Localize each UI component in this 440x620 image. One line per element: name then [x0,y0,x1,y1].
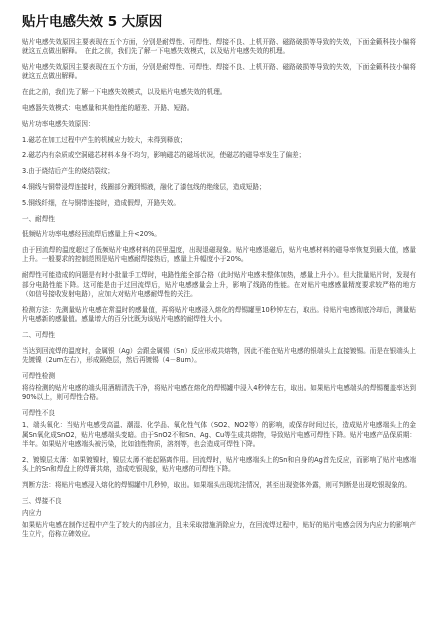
paragraph-batch-issues: 耐焊性可能造成的问题是有时小批量手工焊时，电路性能全部合格（此时贴片电感未整体加热，感量上升小）。但大批量贴片时，发现有部分电路性能下降。这可能是由于过回流焊后，贴片电感感量会上升，影响了线路的性能。在对贴片电感感量精度要求较严格的地方（如信号接收发射电路），应加大对贴片电感耐焊性的关注。 [22,271,416,298]
paragraph-preface: 在此之前，我们先了解一下电感失效模式，以及贴片电感失效的机理。 [22,88,227,97]
paragraph-nickel-plating: 当达到回流焊的温度时，金属银（Ag）会跟金属锡（Sn）反应形成共熔物，因此不能在贴片电感的银端头上直接镀锡。而是在银端头上先镀镍（2um左右），形成隔绝层，然后再镀锡（4－8um）。 [22,346,416,364]
subheading-poor-solderability: 可焊性不良 [22,409,55,418]
paragraph-judgement-method: 判断方法：将贴片电感浸入熔化的焊锡罐中几秒钟，取出。如果端头出现坑洼情况，甚至出现瓷体外露，则可判断是出现吃银现象的。 [22,480,412,489]
intro-paragraph: 贴片电感失效原因主要表现在五个方面，分别是耐焊性、可焊性、焊接不良、上机开路、磁路破损等导致的失效，下面金籁科技小编将就这五点做出解释。 在此之前，我们先了解一下电感失效模式，以及贴片电感失效的机理。 [22,38,416,56]
subheading-solderability-test: 可焊性检测 [22,371,55,380]
paragraph-test-method: 检测方法：先测量贴片电感在常温时的感量值，再将贴片电感浸入熔化的焊锡罐里10秒钟左右，取出。待贴片电感彻底冷却后，测量贴片电感新的感量值。感量增大的百分比既为该贴片电感的耐焊性大小。 [22,305,416,323]
section-heading-poor-soldering: 三、焊接不良 [22,496,62,505]
paragraph-tombstone-effect: 如果贴片电感在制作过程中产生了较大的内部应力，且未采取措施消除应力，在回流焊过程中，贴好的贴片电感会因为内应力的影响产生立片，俗称立碑效应。 [22,521,416,539]
paragraph-thin-nickel: 2、镀镍层太薄：如果镀镍时，镍层太薄不能起隔离作用。回流焊时，贴片电感端头上的Sn和自身的Ag首先反应，而影响了贴片电感端头上的Sn和焊盘上的焊膏共熔，造成吃银现象，贴片电感的可焊性下降。 [22,455,416,473]
section-heading-solder-resistance: 一、耐焊性 [22,214,55,223]
list-item-cause-3: 3.由于烧结后产生的烧结裂纹； [22,167,115,176]
paragraph-causes: 贴片电感失效原因主要表现在五个方面，分别是耐焊性、可焊性、焊接不良、上机开路、磁路破损等导致的失效，下面金籁科技小编将就这五点做出解释。 [22,63,416,81]
subheading-internal-stress: 内应力 [22,508,42,517]
list-item-cause-2: 2.磁芯内有杂质或空洞磁芯材料本身不均匀，影响磁芯的磁场状况，使磁芯的磁导率发生了偏差； [22,151,306,160]
paragraph-failure-modes: 电感器失效模式：电感量和其他性能的超差、开路、短路。 [22,103,194,112]
page-title: 贴片电感失效 5 大原因 [22,14,163,30]
list-item-cause-4: 4.铜线与铜带浸焊连接时，线圈部分溅到锡液，融化了漆包线的绝缘层，造成短路； [22,182,266,191]
paragraph-terminal-oxidation: 1、端头氧化：当贴片电感受高温、潮湿、化学品、氧化性气体（SO2、NO2等）的影响，或保存时间过长，造成贴片电感端头上的金属Sn氧化成SnO2，贴片电感端头变暗。由于SnO2不和Sn、Ag、Cu等生成共熔物，导致贴片电感可焊性下降。贴片电感产品保质期：半年。如果贴片电感端头被污染，比如油性物质，溶剂等，也会造成可焊性下降。 [22,421,416,448]
paragraph-power-inductor-causes: 贴片功率电感失效原因： [22,119,95,128]
list-item-cause-5: 5.铜线纤细，在与铜带连接时，造成假焊，开路失效。 [22,198,180,207]
list-item-cause-1: 1.磁芯在加工过程中产生的机械应力较大，未得到释放； [22,135,187,144]
section-heading-solderability: 二、可焊性 [22,330,55,339]
paragraph-solderability-test: 将待检测的贴片电感的端头用酒精清洗干净，将贴片电感在熔化的焊锡罐中浸入4秒钟左右，取出。如果贴片电感端头的焊锡覆盖率达到90%以上，则可焊性合格。 [22,383,416,402]
paragraph-inductance-rise: 低频贴片功率电感经回流焊后感量上升<20%。 [22,230,161,239]
paragraph-curie-temperature: 由于回流焊的温度超过了低频贴片电感材料的居里温度，出现退磁现象。贴片电感退磁后，贴片电感材料的磁导率恢复到最大值，感量上升。一般要求的控制范围是贴片电感耐焊接热后，感量上升幅度小于20%。 [22,246,416,264]
